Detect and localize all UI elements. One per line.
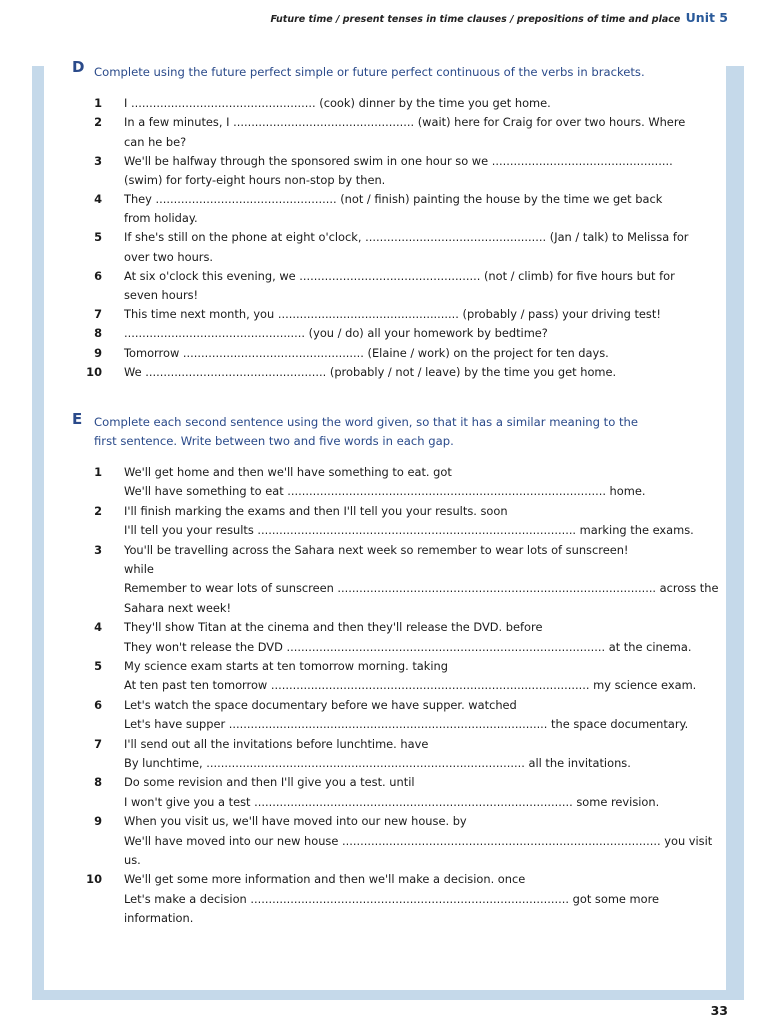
item-line: When you visit us, we'll have moved into our new house. by bbox=[124, 814, 467, 829]
item-line: My science exam starts at ten tomorrow morning. taking bbox=[124, 659, 448, 673]
item-text bbox=[124, 773, 694, 812]
item-text bbox=[124, 344, 694, 363]
item-text bbox=[124, 870, 694, 928]
item-number: 10 bbox=[86, 872, 102, 887]
item-line: I'll finish marking the exams and then I'll tell you your results. soon bbox=[124, 503, 508, 518]
item-line: us. bbox=[124, 853, 141, 867]
item-line: while bbox=[124, 562, 154, 576]
item-line: Tomorrow .................................................. (Elaine / work) on the project for ten days. bbox=[124, 345, 609, 360]
item-text bbox=[124, 363, 694, 382]
item-line: By lunchtime, ........................................................................................ all the invitations. bbox=[124, 756, 631, 770]
item-line: They .................................................. (not / finish) painting the house by the time we get back bbox=[124, 192, 663, 206]
item-number: 9 bbox=[94, 345, 102, 360]
item-line: They won't release the DVD ........................................................................................ at the cinema. bbox=[124, 639, 692, 654]
item-line: We'll get home and then we'll have something to eat. got bbox=[124, 465, 452, 479]
section-d-letter: D bbox=[72, 58, 85, 76]
item-number: 2 bbox=[94, 503, 102, 518]
item-number: 10 bbox=[86, 364, 102, 379]
item-number: 4 bbox=[94, 620, 102, 635]
unit-label: Unit 5 bbox=[685, 10, 728, 25]
section-e-letter: E bbox=[72, 410, 83, 428]
item-line: Let's have supper ........................................................................................ the space documentary. bbox=[124, 717, 689, 732]
item-number: 5 bbox=[94, 659, 102, 673]
item-line: from holiday. bbox=[124, 211, 198, 226]
item-line: Let's watch the space documentary before we have supper. watched bbox=[124, 697, 517, 712]
item-line: You'll be travelling across the Sahara next week so remember to wear lots of sunscreen! bbox=[124, 542, 629, 557]
item-text bbox=[124, 502, 694, 541]
item-text bbox=[124, 113, 694, 152]
item-number: 9 bbox=[94, 814, 102, 829]
item-text bbox=[124, 735, 694, 774]
item-text bbox=[124, 812, 713, 870]
item-text bbox=[124, 696, 694, 735]
item-line: If she's still on the phone at eight o'clock, .................................................. (Jan / talk) to Melissa for bbox=[124, 230, 689, 245]
item-line: At ten past ten tomorrow ........................................................................................ my science exam. bbox=[124, 678, 697, 693]
item-number: 3 bbox=[94, 542, 102, 557]
item-number: 3 bbox=[94, 153, 102, 168]
item-line: We'll have moved into our new house ........................................................................................ you visit bbox=[124, 833, 713, 848]
item-line: can he be? bbox=[124, 134, 187, 149]
item-line: Do some revision and then I'll give you a test. until bbox=[124, 775, 415, 790]
item-number: 6 bbox=[94, 697, 102, 712]
item-text bbox=[124, 305, 694, 324]
item-line: Remember to wear lots of sunscreen ........................................................................................ across the bbox=[124, 581, 719, 596]
item-number: 7 bbox=[94, 736, 102, 751]
item-line: I'll tell you your results ........................................................................................ marking the exams. bbox=[124, 523, 694, 538]
item-line: I'll send out all the invitations before lunchtime. have bbox=[124, 736, 429, 751]
item-text bbox=[124, 228, 694, 267]
item-line: They'll show Titan at the cinema and then they'll release the DVD. before bbox=[124, 620, 543, 635]
item-text bbox=[124, 618, 694, 657]
item-text bbox=[124, 657, 697, 696]
item-line: We .................................................. (probably / not / leave) by the time you get home. bbox=[124, 364, 617, 379]
item-text bbox=[124, 324, 694, 343]
item-number: 5 bbox=[94, 230, 102, 245]
page-number: 33 bbox=[710, 1003, 728, 1018]
item-text bbox=[124, 190, 694, 229]
section-e-instruction-line-2: first sentence. Write between two and five words in each gap. bbox=[94, 434, 454, 448]
item-number: 1 bbox=[94, 465, 102, 479]
item-number: 2 bbox=[94, 115, 102, 130]
item-number: 7 bbox=[94, 307, 102, 322]
item-number: 8 bbox=[94, 775, 102, 790]
item-line: over two hours. bbox=[124, 249, 214, 264]
item-line: Let's make a decision ........................................................................................ got some more bbox=[124, 891, 660, 906]
item-number: 8 bbox=[94, 326, 102, 341]
section-e-instruction-line-1: Complete each second sentence using the word given, so that it has a similar meaning to the bbox=[94, 415, 639, 429]
item-line: (swim) for forty-eight hours non-stop by then. bbox=[124, 173, 386, 187]
item-text bbox=[124, 94, 694, 113]
item-text bbox=[124, 152, 694, 191]
item-line: At six o'clock this evening, we .................................................. (not / climb) for five hours but for bbox=[124, 268, 675, 283]
item-text bbox=[124, 463, 694, 502]
item-line: This time next month, you .................................................. (probably / pass) your driving test! bbox=[124, 307, 661, 322]
item-line: I ................................................... (cook) dinner by the time you get home. bbox=[124, 96, 551, 110]
item-line: We'll be halfway through the sponsored swim in one hour so we .................................................. bbox=[124, 153, 673, 168]
running-title: Future time / present tenses in time clauses / prepositions of time and place bbox=[270, 14, 681, 25]
item-number: 1 bbox=[94, 96, 102, 110]
item-line: Sahara next week! bbox=[124, 600, 232, 615]
item-line: We'll get some more information and then we'll make a decision. once bbox=[124, 872, 526, 887]
item-number: 4 bbox=[94, 192, 102, 206]
item-line: I won't give you a test ........................................................................................ some revision. bbox=[124, 794, 660, 809]
item-text bbox=[124, 541, 719, 619]
item-line: .................................................. (you / do) all your homework by bedtime? bbox=[124, 326, 548, 341]
page-header bbox=[270, 10, 728, 25]
section-d-instruction: Complete using the future perfect simple or future perfect continuous of the verbs in brackets. bbox=[94, 65, 645, 79]
item-line: information. bbox=[124, 911, 194, 926]
item-line: We'll have something to eat ........................................................................................ home. bbox=[124, 484, 646, 499]
item-number: 6 bbox=[94, 268, 102, 283]
item-text bbox=[124, 267, 694, 306]
item-line: seven hours! bbox=[124, 288, 199, 303]
item-line: In a few minutes, I .................................................. (wait) here for Craig for over two hours. Where bbox=[124, 115, 686, 130]
